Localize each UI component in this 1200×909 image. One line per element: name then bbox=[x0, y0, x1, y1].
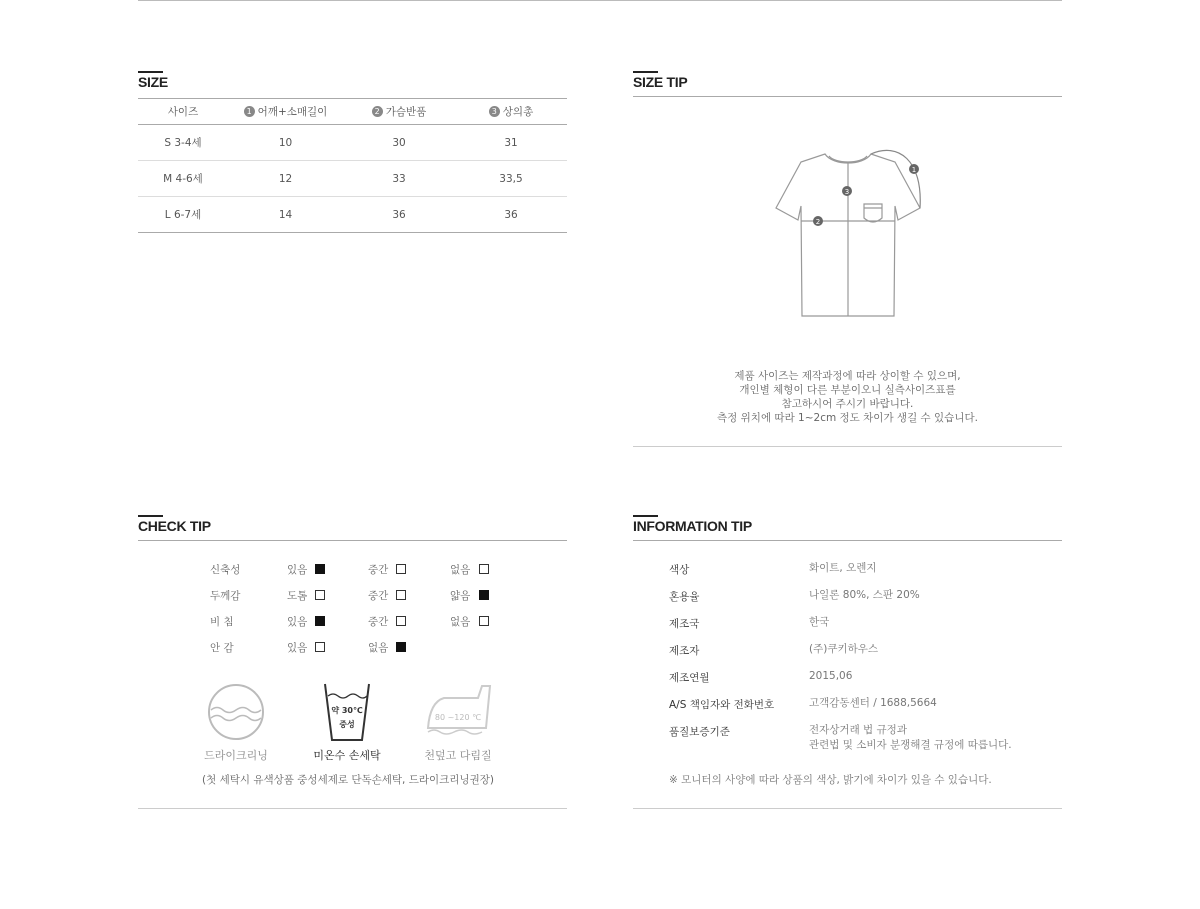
checkbox-empty bbox=[315, 590, 325, 600]
check-tip-section bbox=[138, 518, 567, 810]
table-cell: 12 bbox=[228, 161, 343, 197]
size-title: SIZE bbox=[138, 74, 168, 90]
header-chest: 2 가슴반품 bbox=[343, 99, 455, 125]
header-length: 3 상의총 bbox=[455, 99, 567, 125]
dry-clean-label: 드라이크리닝 bbox=[204, 749, 268, 762]
size-tip-text bbox=[633, 369, 1062, 425]
check-option: 중간 bbox=[368, 616, 389, 628]
size-table bbox=[138, 98, 567, 233]
table-cell: M 4-6세 bbox=[138, 161, 228, 197]
checkbox-empty bbox=[479, 564, 489, 574]
table-cell: 10 bbox=[228, 125, 343, 161]
size-tip-line: 측정 위치에 따라 1~2cm 정도 차이가 생길 수 있습니다. bbox=[717, 412, 978, 424]
table-cell: 33 bbox=[343, 161, 455, 197]
tshirt-diagram bbox=[773, 148, 923, 320]
check-tip-rule bbox=[138, 540, 567, 541]
checkbox-empty bbox=[396, 616, 406, 626]
checkbox-empty bbox=[396, 564, 406, 574]
check-tip-title: CHECK TIP bbox=[138, 518, 211, 534]
checkbox-checked bbox=[315, 564, 325, 574]
marker-3-label: 3 bbox=[844, 188, 850, 196]
size-tip-section bbox=[633, 74, 1062, 447]
table-cell: 36 bbox=[343, 197, 455, 233]
check-label-lining: 안 감 bbox=[210, 642, 234, 654]
info-value-manufacturer: (주)쿠키하우스 bbox=[809, 643, 879, 655]
info-value-color: 화이트, 오렌지 bbox=[809, 562, 877, 574]
checkbox-empty bbox=[315, 642, 325, 652]
check-option: 있음 bbox=[287, 642, 308, 654]
info-key-color: 색상 bbox=[669, 564, 690, 576]
hand-wash-detergent: 중성 bbox=[339, 720, 355, 729]
size-tip-line: 참고하시어 주시기 바랍니다. bbox=[781, 398, 914, 410]
table-cell: S 3-4세 bbox=[138, 125, 228, 161]
table-cell: 30 bbox=[343, 125, 455, 161]
check-option: 없음 bbox=[450, 564, 471, 576]
table-cell: 31 bbox=[455, 125, 567, 161]
hand-wash-label: 미온수 손세탁 bbox=[313, 749, 381, 762]
checkbox-checked bbox=[479, 590, 489, 600]
checkbox-empty bbox=[479, 616, 489, 626]
marker-2-icon: 2 bbox=[372, 106, 383, 117]
table-row bbox=[138, 197, 567, 233]
information-tip-rule bbox=[633, 540, 1062, 541]
table-row bbox=[138, 161, 567, 197]
iron-temp: 80 ~120 ℃ bbox=[434, 713, 482, 722]
check-label-thickness: 두께감 bbox=[210, 590, 241, 602]
iron-icon bbox=[426, 682, 492, 742]
information-tip-note: ※ 모니터의 사양에 따라 상품의 색상, 밝기에 차이가 있을 수 있습니다. bbox=[669, 774, 992, 786]
size-table-header bbox=[138, 99, 567, 125]
info-value-as-contact: 고객감동센터 / 1688,5664 bbox=[809, 697, 937, 709]
size-tip-line: 개인별 체형이 다른 부분이오니 실측사이즈표를 bbox=[739, 384, 956, 396]
info-key-as-contact: A/S 책임자와 전화번호 bbox=[669, 699, 775, 711]
info-key-country: 제조국 bbox=[669, 618, 700, 630]
size-tip-bottom-rule bbox=[633, 446, 1062, 447]
tshirt-outline-icon bbox=[776, 150, 920, 316]
check-tip-bottom-rule bbox=[138, 808, 567, 809]
size-section bbox=[138, 74, 567, 244]
hand-wash-icon bbox=[322, 682, 372, 742]
info-value-date: 2015,06 bbox=[809, 670, 853, 682]
header-shoulder-sleeve: 1 어깨+소매길이 bbox=[228, 99, 343, 125]
check-option: 없음 bbox=[368, 642, 389, 654]
size-tip-line: 제품 사이즈는 제작과정에 따라 상이할 수 있으며, bbox=[734, 370, 961, 382]
check-label-elasticity: 신축성 bbox=[210, 564, 241, 576]
check-option: 중간 bbox=[368, 564, 389, 576]
info-value-material: 나일론 80%, 스판 20% bbox=[809, 589, 920, 601]
size-tip-rule bbox=[633, 96, 1062, 97]
info-key-manufacturer: 제조자 bbox=[669, 645, 700, 657]
marker-1-icon: 1 bbox=[244, 106, 255, 117]
check-option: 도톰 bbox=[287, 590, 308, 602]
check-option: 없음 bbox=[450, 616, 471, 628]
checkbox-checked bbox=[315, 616, 325, 626]
info-value-quality-line: 전자상거래 법 규정과 bbox=[809, 724, 907, 736]
iron-label: 천덮고 다림질 bbox=[424, 749, 492, 762]
information-tip-title: INFORMATION TIP bbox=[633, 518, 752, 534]
table-cell: 33,5 bbox=[455, 161, 567, 197]
size-tip-title: SIZE TIP bbox=[633, 74, 688, 90]
hand-wash-temp: 약 30℃ bbox=[331, 706, 363, 715]
check-option: 있음 bbox=[287, 564, 308, 576]
check-label-sheerness: 비 침 bbox=[210, 616, 234, 628]
checkbox-checked bbox=[396, 642, 406, 652]
header-size: 사이즈 bbox=[138, 99, 228, 125]
table-cell: 36 bbox=[455, 197, 567, 233]
checkbox-empty bbox=[396, 590, 406, 600]
table-cell: 14 bbox=[228, 197, 343, 233]
info-value-quality-line: 관련법 및 소비자 분쟁해결 규정에 따릅니다. bbox=[809, 739, 1012, 751]
info-value-quality bbox=[809, 723, 1012, 753]
check-option: 얇음 bbox=[450, 590, 471, 602]
information-tip-section bbox=[633, 518, 1062, 810]
info-value-country: 한국 bbox=[809, 616, 830, 628]
info-key-quality: 품질보증기준 bbox=[669, 726, 730, 738]
information-tip-bottom-rule bbox=[633, 808, 1062, 809]
info-key-date: 제조연월 bbox=[669, 672, 710, 684]
info-key-material: 혼용율 bbox=[669, 591, 700, 603]
table-cell: L 6-7세 bbox=[138, 197, 228, 233]
dry-clean-icon bbox=[206, 682, 266, 742]
marker-3-icon: 3 bbox=[489, 106, 500, 117]
marker-2-label: 2 bbox=[815, 218, 821, 226]
table-row bbox=[138, 125, 567, 161]
marker-1-label: 1 bbox=[911, 166, 917, 174]
check-option: 중간 bbox=[368, 590, 389, 602]
top-divider bbox=[138, 0, 1062, 1]
check-option: 있음 bbox=[287, 616, 308, 628]
check-tip-note: (첫 세탁시 유색상품 중성세제로 단독손세탁, 드라이크리닝권장) bbox=[202, 774, 494, 786]
